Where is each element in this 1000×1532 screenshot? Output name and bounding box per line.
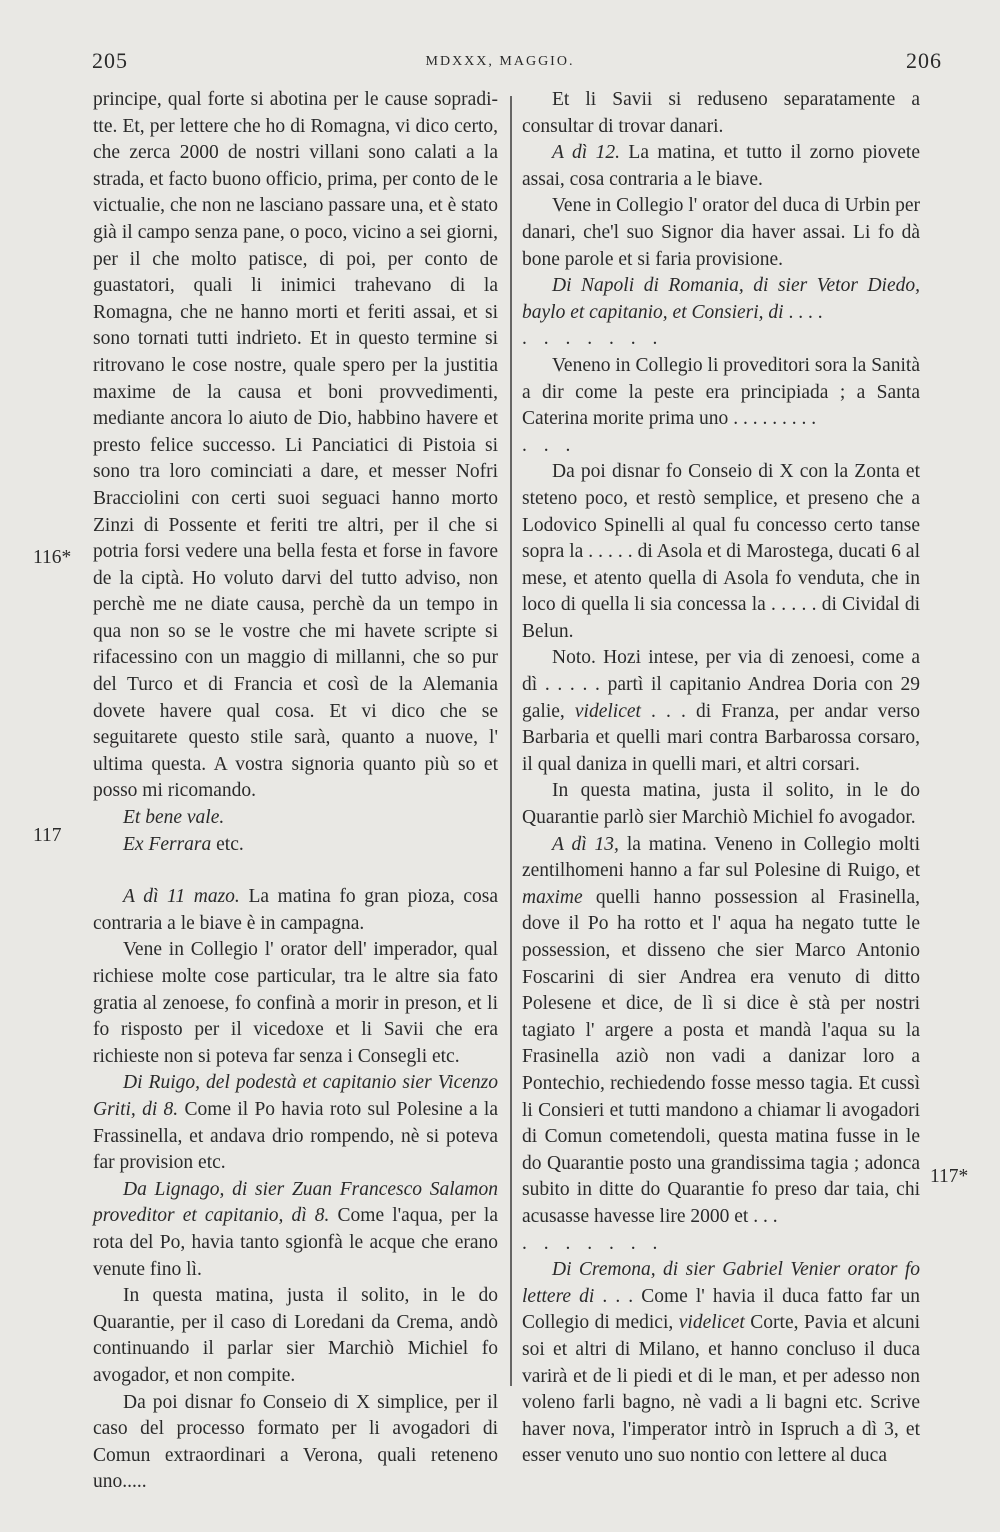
paragraph-text: Come il Po havia roto sul Polesine a la Frassinella, et andava drio rompendo, nè si poteva far provision etc.: [93, 1098, 498, 1174]
margin-column-number: 117*: [930, 1166, 969, 1187]
paragraph-text: Corte, Pavia et alcuni soi et altri di Milano, et hanno concluso il duca varirà et de li piedi et di le man, et per adesso non voleno farli bagno, nè vadi a li bagni etc. Scrive haver nova, l'imperator intrò in Ispruch a dì 3, et esser venuto uno suo nontio con lettere al duca: [522, 1312, 920, 1467]
paragraph: In questa matina, justa il solito, in le do Quarantie, per il caso di Loredani da Crema, andò continuando il parlar sier Marchiò Michiel fo avogador, et non compite.: [93, 1285, 498, 1386]
margin-column-number: 117: [33, 825, 62, 846]
valediction: Et bene vale.: [123, 807, 225, 829]
left-column: [93, 87, 498, 1496]
place-line: [93, 832, 498, 859]
left-page-number: 205: [92, 48, 128, 73]
paragraph: Et li Savii si reduseno separatamente a consultar di trovar danari.: [522, 89, 920, 137]
paragraph-text: Veneno in Collegio li proveditori sora la Sanità a dir come la peste era principiada ; a Santa Caterina morite prima uno: [522, 354, 920, 430]
letter-heading: Da Lignago, di sier Zuan Francesco Salamon proveditor et capitanio, dì 8.: [93, 1178, 498, 1227]
paragraph-text: Noto. Hozi intese, per via di zenoesi, come a dì . . . . . partì il capitanio Andrea Doria con 29 galie,: [522, 647, 920, 722]
date-heading: A dì 13,: [552, 833, 619, 855]
column-divider: [510, 96, 512, 1386]
paragraph: Da poi disnar fo Conseio di X simplice, per il caso del processo formato per li avogadori di Comun extraordinari a Verona, quali reteneno uno.....: [93, 1391, 498, 1493]
ellipsis-dots: . . . . . . . . .: [728, 408, 817, 430]
ellipsis-line: . . . . . . .: [522, 328, 664, 350]
paragraph: Da poi disnar fo Conseio di X con la Zonta et steteno poco, et restò semplice, et preseno che a Lodovico Spinelli al qual fu concesso certo tanse sopra la . . . . . di Asola et di Marostega, ducati 6 al mese, et atento quella di Asola fo venduta, che in loco di quella li sia concessa la . . . . . di Cividal di Belun.: [522, 461, 920, 642]
running-title: MDXXX, MAGGIO.: [425, 54, 575, 69]
paragraph: [93, 1177, 498, 1283]
paragraph: Vene in Collegio l' orator del duca di Urbin per danari, che'l suo Signor dia haver assai. Li fo dà bone parole et si faria provisione.: [522, 195, 920, 270]
paragraph: [522, 140, 920, 193]
ellipsis-dots: . . .: [748, 1205, 778, 1227]
paragraph: [522, 645, 920, 778]
paragraph-text: Come l' havia il duca fatto far un Collegio di medici,: [522, 1285, 920, 1334]
paragraph: [93, 884, 498, 937]
date-heading: A dì 12.: [552, 142, 620, 164]
ellipsis-line: . . .: [522, 434, 577, 456]
paragraph: [522, 353, 920, 433]
paragraph: principe, qual forte si abotina per le cause sopraditte. Et, per lettere che ho di Romagna, vi dico certo, che zerca 2000 de nostri villani sono calati a la strada, et facto buono officio, prima, per conto de le victualie, che non ne lasciano passare una, et è stato già il campo senza pane, o poco, vicino a sei giorni, per il che molto patisce, di poi, per conto de guastatori, quali li inimici trahevano di la Romagna, che ne hanno morti et feriti assai, et si sono tornati tutti indrieto. Et in questo termine si ritrovano le cose nostre, quale spero per la justitia maxime de la causa et boni provvedimenti, mediante ancora lo aiuto de Dio, habbino havere et presto felice successo. Li Panciatici di Pistoia si sono tra loro cominciati a dare, et messer Nofri Bracciolini con certi suoi seguaci hanno morto Zinzi di Possente et feriti tre altri, per il che si potria forsi vedere una bella festa et forse in favore de la ciptà. Ho voluto darvi del tutto adviso, non perchè me ne diate causa, perchè da un tempo in qua non so se le vostre che mi havete scripte si rifacessino con un maggio di millanni, che so pur del Turco et di Francia et così de la Alemania dovete havere qual cosa. Et vi dico che se seguitarete questo stile sarà, quanto a nuove, l' ultima questa. A vostra signoria quanto più so et posso mi ricomando.: [93, 89, 498, 802]
ellipsis-line: . . . . . . .: [522, 1232, 664, 1254]
paragraph: [522, 1257, 920, 1470]
paragraph-text: La matina fo gran pioza, cosa contraria a le biave è in campagna.: [93, 886, 498, 934]
paragraph: Vene in Collegio l' orator dell' imperador, qual richiese molte cose particular, tra le altre sia fato gratia al zenoese, fo confinà a morir in preson, et li fo risposto per il vicedoxe et li Savii che era richieste non si poteva far senza i Consegli etc.: [93, 939, 498, 1067]
letter-heading: Di Napoli di Romania, di sier Vetor Diedo, baylo et capitanio, et Consieri, di: [522, 275, 920, 323]
paragraph: [93, 1070, 498, 1176]
page-header: [0, 48, 1000, 78]
right-column: [522, 87, 920, 1470]
letter-heading: Di Ruigo, del podestà et capitanio sier Vicenzo Griti, di 8.: [93, 1072, 498, 1120]
place-name: Ex Ferrara: [123, 833, 212, 855]
paragraph-text: quelli hanno possession al Frasinella, dove il Po ha rotto et l' aqua ha negato tutte le possession, et disseno che sier Marco Antonio Foscarini di sier Andrea era venuto di ditto Polesene et dice, de lì si dice è stà per nostri tagiato l' argere a posta et mandà l'aqua su la Frasinella aziò non vadi a danizar loro a Pontechio, rechiedendo fosse messo tagia. Et cussì li Consieri et tutti mandono a chiamar li avogadori di Comun cometendoli, questa matina fusse in le do Quarantie posto una grandissima tagia ; adonca subito in ditte do Quarantie fo preso dar taia, chi acusasse havesse lire 2000 et: [522, 886, 920, 1227]
paragraph: [522, 273, 920, 326]
latin-term: videlicet: [678, 1312, 745, 1334]
paragraph: [522, 832, 920, 1231]
place-suffix: etc.: [211, 833, 244, 855]
paragraph-text: la matina. Veneno in Collegio molti zentilhomeni hanno a far sul Polesine di Ruigo, et: [522, 833, 920, 882]
ellipsis-dots: . . . .: [783, 301, 823, 323]
paragraph-text: La matina, et tutto il zorno piovete assai, cosa contraria a le biave.: [522, 142, 920, 190]
latin-term: videlicet: [574, 700, 641, 722]
margin-column-number: 116*: [33, 547, 72, 568]
right-page-number: 206: [906, 48, 942, 73]
date-heading: A dì 11 mazo.: [123, 886, 240, 908]
paragraph: In questa matina, justa il solito, in le do Quarantie parlò sier Marchiò Michiel fo avogador.: [522, 780, 920, 829]
paragraph-text: Come l'aqua, per la rota del Po, havia tanto sgionfà le acque che erano venute fino lì.: [93, 1205, 499, 1280]
paragraph-text: . . . di Franza, per andar verso Barbaria et quelli mari contra Barbarossa corsaro, il qual daniza in quelli mari, et altri corsari.: [522, 700, 920, 775]
letter-heading: Di Cremona, di sier Gabriel Venier orator fo lettere di: [522, 1259, 920, 1307]
ellipsis-dots: . . .: [594, 1285, 634, 1307]
latin-term: maxime: [522, 886, 583, 908]
